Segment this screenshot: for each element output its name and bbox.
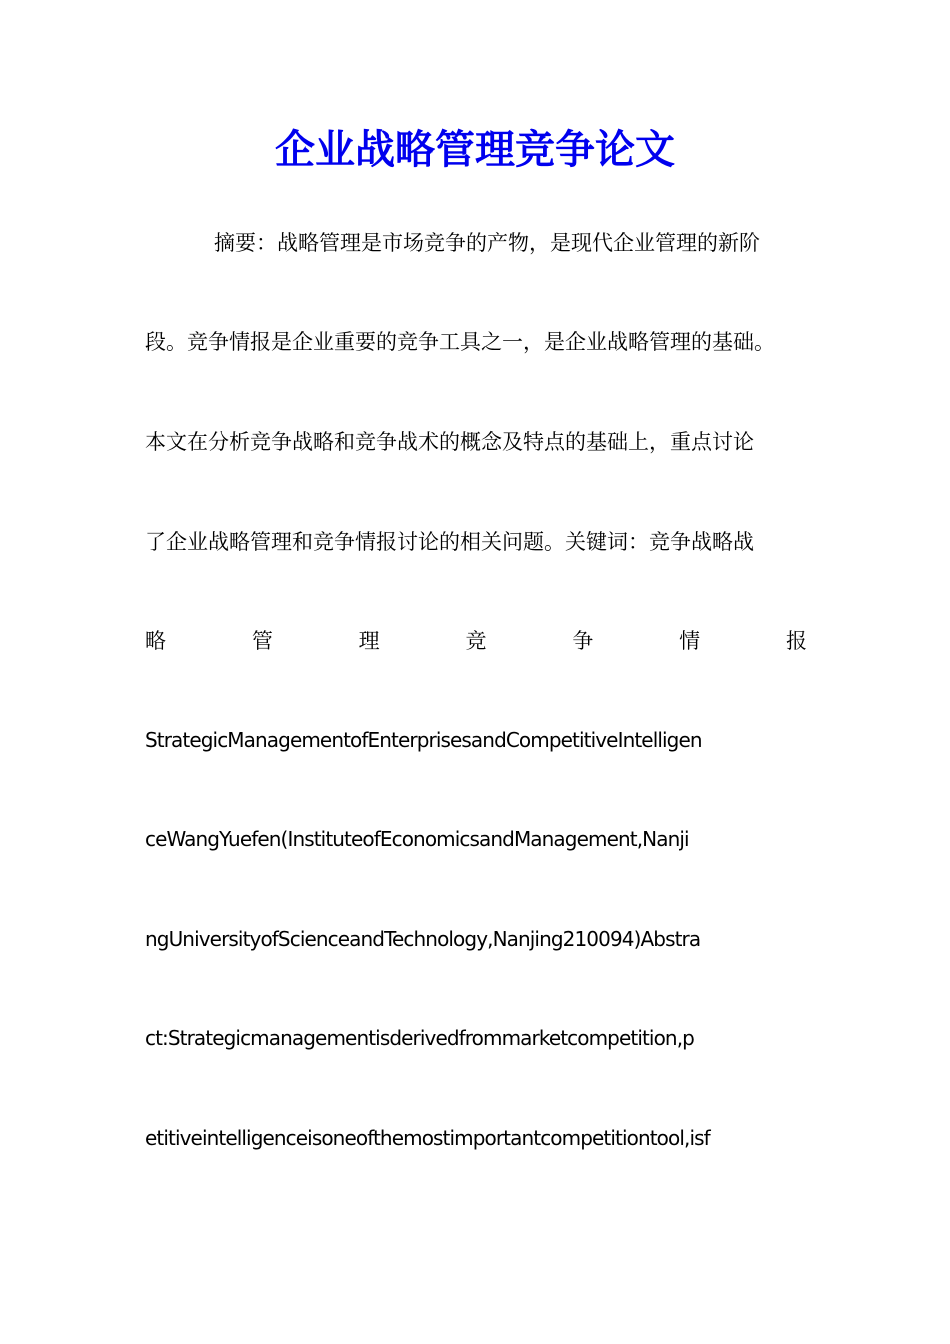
document-title: 企业战略管理竞争论文 (275, 126, 675, 173)
abstract-line-2: 段。竞争情报是企业重要的竞争工具之一，是企业战略管理的基础。 (145, 330, 775, 354)
english-line-3: ngUniversityofScienceandTechnology,Nanjing210094)Abstra (145, 927, 701, 951)
abstract-line-3: 本文在分析竞争战略和竞争战术的概念及特点的基础上，重点讨论 (145, 430, 754, 454)
abstract-line-4: 了企业战略管理和竞争情报讨论的相关问题。关键词：竞争战略战 (145, 530, 754, 554)
english-line-1: StrategicManagementofEnterprisesandCompetitiveIntelligen (145, 728, 702, 752)
keyword-char: 争 (572, 629, 594, 653)
english-line-5: etitiveintelligenceisoneofthemostimportantcompetitiontool,isf (145, 1126, 710, 1150)
keyword-char: 报 (785, 629, 807, 653)
keyword-char: 情 (679, 629, 701, 653)
keyword-char: 管 (251, 629, 273, 653)
keyword-char: 略 (145, 629, 166, 653)
english-line-2: ceWangYuefen(InstituteofEconomicsandManagement,Nanji (145, 827, 689, 851)
keyword-char: 竞 (465, 629, 487, 653)
english-line-4: ct:Strategicmanagementisderivedfrommarketcompetition,p (145, 1026, 694, 1050)
abstract-line-1: 摘要：战略管理是市场竞争的产物，是现代企业管理的新阶 (214, 231, 760, 255)
keyword-line (145, 626, 807, 656)
keyword-char: 理 (358, 629, 380, 653)
